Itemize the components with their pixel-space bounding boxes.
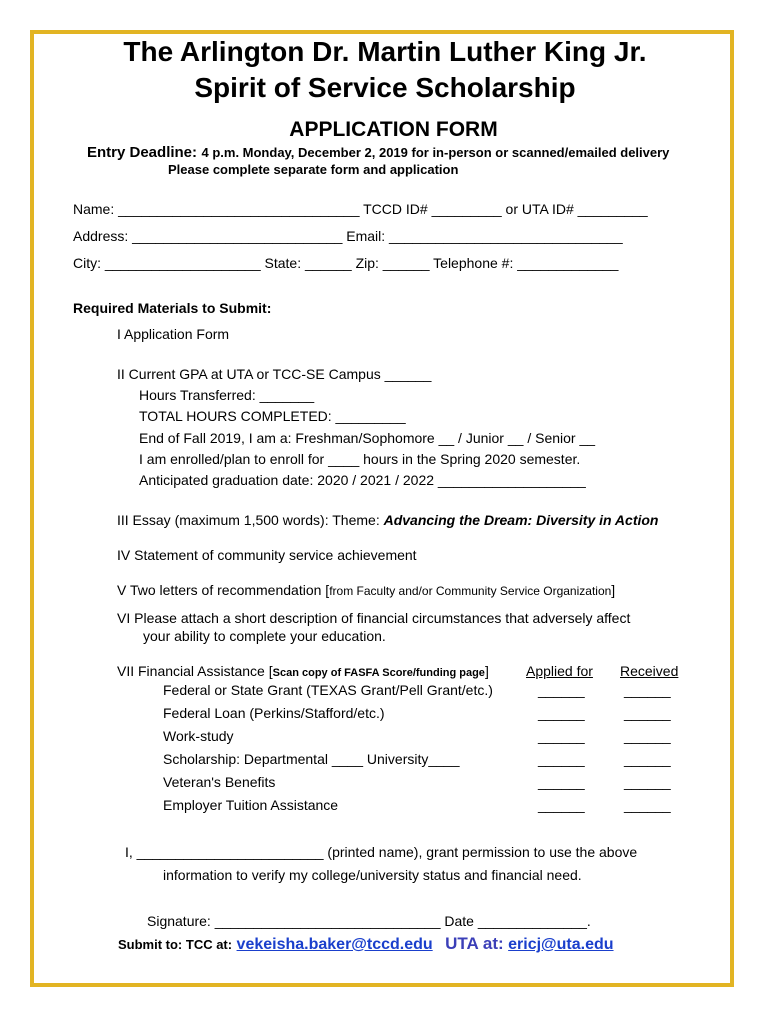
- received-blank[interactable]: ______: [624, 728, 671, 744]
- financial-row-label: Work-study: [163, 728, 234, 744]
- applied-blank[interactable]: ______: [538, 797, 585, 813]
- item-vi-line-2: your ability to complete your education.: [143, 628, 386, 644]
- item-iii: [117, 512, 658, 528]
- item-i: I Application Form: [117, 326, 230, 342]
- uta-email-link[interactable]: ericj@uta.edu: [508, 936, 614, 953]
- item-vii-bracket: ]: [484, 663, 489, 679]
- item-vi-line-1: VI Please attach a short description of financial circumstances that adversely affect: [117, 610, 631, 626]
- graduation-date-field[interactable]: Anticipated graduation date: 2020 / 2021 / 2022 ___________________: [139, 472, 586, 488]
- received-blank[interactable]: ______: [624, 705, 671, 721]
- financial-row-label: Employer Tuition Assistance: [163, 797, 339, 813]
- applied-blank[interactable]: ______: [538, 705, 585, 721]
- signature-date-field[interactable]: Signature: _____________________________ Date ______________.: [147, 913, 591, 929]
- financial-row-label: Federal Loan (Perkins/Stafford/etc.): [163, 705, 385, 721]
- name-id-fields[interactable]: Name: _______________________________ TCCD ID# _________ or UTA ID# _________: [73, 201, 648, 217]
- spring-enrollment-field[interactable]: I am enrolled/plan to enroll for ____ hours in the Spring 2020 semester.: [139, 451, 581, 467]
- item-iv: IV Statement of community service achievement: [117, 547, 417, 563]
- deadline-line: [87, 144, 669, 162]
- title-line-1: The Arlington Dr. Martin Luther King Jr.: [123, 36, 647, 67]
- applied-blank[interactable]: ______: [538, 682, 585, 698]
- item-vii-note: Scan copy of FASFA Score/funding page: [272, 667, 485, 679]
- total-hours-field[interactable]: TOTAL HOURS COMPLETED: _________: [139, 408, 406, 424]
- item-v-note: from Faculty and/or Community Service Organization: [329, 584, 612, 598]
- applied-blank[interactable]: ______: [538, 728, 585, 744]
- deadline-label: Entry Deadline:: [87, 144, 198, 161]
- item-ii[interactable]: II Current GPA at UTA or TCC-SE Campus ______: [117, 366, 432, 382]
- essay-theme: Advancing the Dream: Diversity in Action: [383, 512, 659, 528]
- deadline-text: 4 p.m. Monday, December 2, 2019 for in-person or scanned/emailed delivery: [201, 145, 670, 160]
- financial-row-label: Federal or State Grant (TEXAS Grant/Pell Grant/etc.): [163, 682, 493, 698]
- item-iii-text: III Essay (maximum 1,500 words): Theme:: [117, 512, 384, 528]
- city-state-zip-phone-fields[interactable]: City: ____________________ State: ______ Zip: ______ Telephone #: _____________: [73, 255, 619, 271]
- applied-for-header: Applied for: [526, 663, 593, 679]
- permission-line-1[interactable]: I, ________________________ (printed name), grant permission to use the above: [125, 844, 638, 860]
- form-title: APPLICATION FORM: [289, 118, 498, 141]
- classification-field[interactable]: End of Fall 2019, I am a: Freshman/Sophomore __ / Junior __ / Senior __: [139, 430, 596, 446]
- item-v-text: V Two letters of recommendation [: [117, 582, 330, 598]
- submit-line: [118, 934, 614, 954]
- item-v: [117, 582, 615, 598]
- uta-label: UTA at:: [445, 934, 504, 953]
- address-email-fields[interactable]: Address: ___________________________ Email: ______________________________: [73, 228, 623, 244]
- item-vii-text: VII Financial Assistance [: [117, 663, 273, 679]
- instruction: Please complete separate form and application: [168, 162, 459, 177]
- permission-line-2: information to verify my college/university status and financial need.: [163, 867, 582, 883]
- financial-row-label[interactable]: Scholarship: Departmental ____ University____: [163, 751, 460, 767]
- submit-label: Submit to: TCC at:: [118, 937, 233, 952]
- item-v-bracket: ]: [611, 582, 616, 598]
- title-line-2: Spirit of Service Scholarship: [194, 72, 576, 103]
- received-header: Received: [620, 663, 679, 679]
- tcc-email-link[interactable]: vekeisha.baker@tccd.edu: [236, 936, 433, 953]
- received-blank[interactable]: ______: [624, 751, 671, 767]
- received-blank[interactable]: ______: [624, 797, 671, 813]
- financial-row-label: Veteran's Benefits: [163, 774, 276, 790]
- item-vii: [117, 663, 489, 679]
- hours-transferred-field[interactable]: Hours Transferred: _______: [139, 387, 315, 403]
- received-blank[interactable]: ______: [624, 774, 671, 790]
- received-blank[interactable]: ______: [624, 682, 671, 698]
- applied-blank[interactable]: ______: [538, 751, 585, 767]
- required-heading: Required Materials to Submit:: [73, 300, 272, 316]
- applied-blank[interactable]: ______: [538, 774, 585, 790]
